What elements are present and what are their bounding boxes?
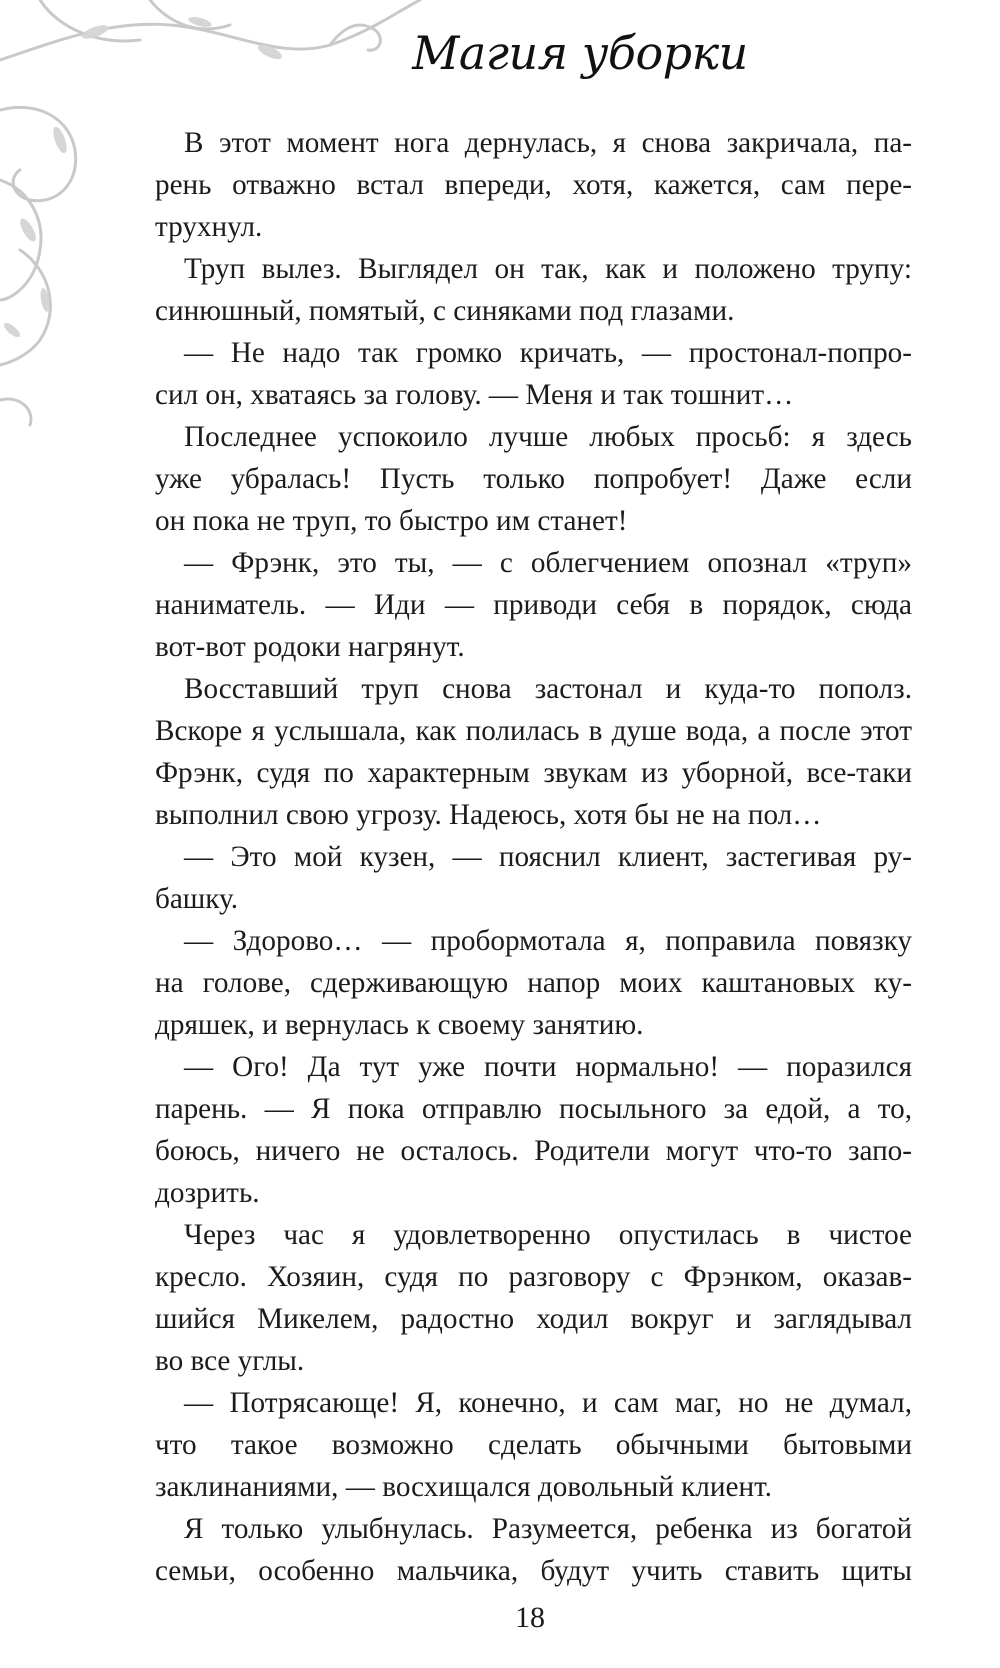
text-line: дряшек, и вернулась к своему занятию. [155, 1009, 644, 1041]
text-line: Через час я удовлетворенно опустилась в чистое [184, 1219, 912, 1251]
text-line: рень отважно встал впереди, хотя, кажется, сам пере- [155, 169, 912, 201]
text-line: кресло. Хозяин, судя по разговору с Фрэнком, оказав- [155, 1261, 912, 1293]
text-line: на голове, сдерживающую напор моих каштановых ку- [155, 967, 912, 999]
text-line: Фрэнк, судя по характерным звукам из уборной, все-таки [155, 757, 912, 789]
text-line: вот-вот родоки нагрянут. [155, 631, 465, 663]
text-line: во все углы. [155, 1345, 305, 1377]
text-line: — Потрясающе! Я, конечно, и сам маг, но не думал, [184, 1387, 912, 1419]
running-title: Магия уборки [412, 26, 748, 80]
text-line: — Фрэнк, это ты, — с облегчением опознал «труп» [184, 547, 912, 579]
text-line: сил он, хватаясь за голову. — Меня и так тошнит… [155, 379, 794, 411]
text-line: Вскоре я услышала, как полилась в душе вода, а после этот [155, 715, 912, 747]
text-line: уже убралась! Пусть только попробует! Даже если [155, 463, 912, 495]
text-line: В этот момент нога дернулась, я снова закричала, па- [184, 127, 912, 159]
text-line: Труп вылез. Выглядел он так, как и положено трупу: [184, 253, 912, 285]
text-line: что такое возможно сделать обычными бытовыми [155, 1429, 912, 1461]
text-line: — Это мой кузен, — пояснил клиент, застегивая ру- [184, 841, 912, 873]
text-line: семьи, особенно мальчика, будут учить ставить щиты [155, 1555, 912, 1587]
text-line: шийся Микелем, радостно ходил вокруг и заглядывал [155, 1303, 912, 1335]
text-line: — Не надо так громко кричать, — простонал-попро- [184, 337, 912, 369]
body-text [155, 122, 912, 1592]
text-line: синюшный, помятый, с синяками под глазами. [155, 295, 735, 327]
page-number: 18 [515, 1601, 545, 1634]
text-line: Восставший труп снова застонал и куда-то пополз. [184, 673, 912, 705]
text-line: Я только улыбнулась. Разумеется, ребенка из богатой [184, 1513, 912, 1545]
text-line: парень. — Я пока отправлю посыльного за едой, а то, [155, 1093, 912, 1125]
text-line: выполнил свою угрозу. Надеюсь, хотя бы не на пол… [155, 799, 822, 831]
text-line: он пока не труп, то быстро им станет! [155, 505, 628, 537]
text-line: трухнул. [155, 211, 263, 243]
text-line: — Ого! Да тут уже почти нормально! — поразился [184, 1051, 912, 1083]
text-line: дозрить. [155, 1177, 260, 1209]
text-line: боюсь, ничего не осталось. Родители могут что-то запо- [155, 1135, 912, 1167]
text-line: башку. [155, 883, 239, 915]
text-line: наниматель. — Иди — приводи себя в порядок, сюда [155, 589, 912, 621]
text-line: Последнее успокоило лучше любых просьб: я здесь [184, 421, 912, 453]
text-line: заклинаниями, — восхищался довольный клиент. [155, 1471, 772, 1503]
text-line: — Здорово… — пробормотала я, поправила повязку [184, 925, 912, 957]
